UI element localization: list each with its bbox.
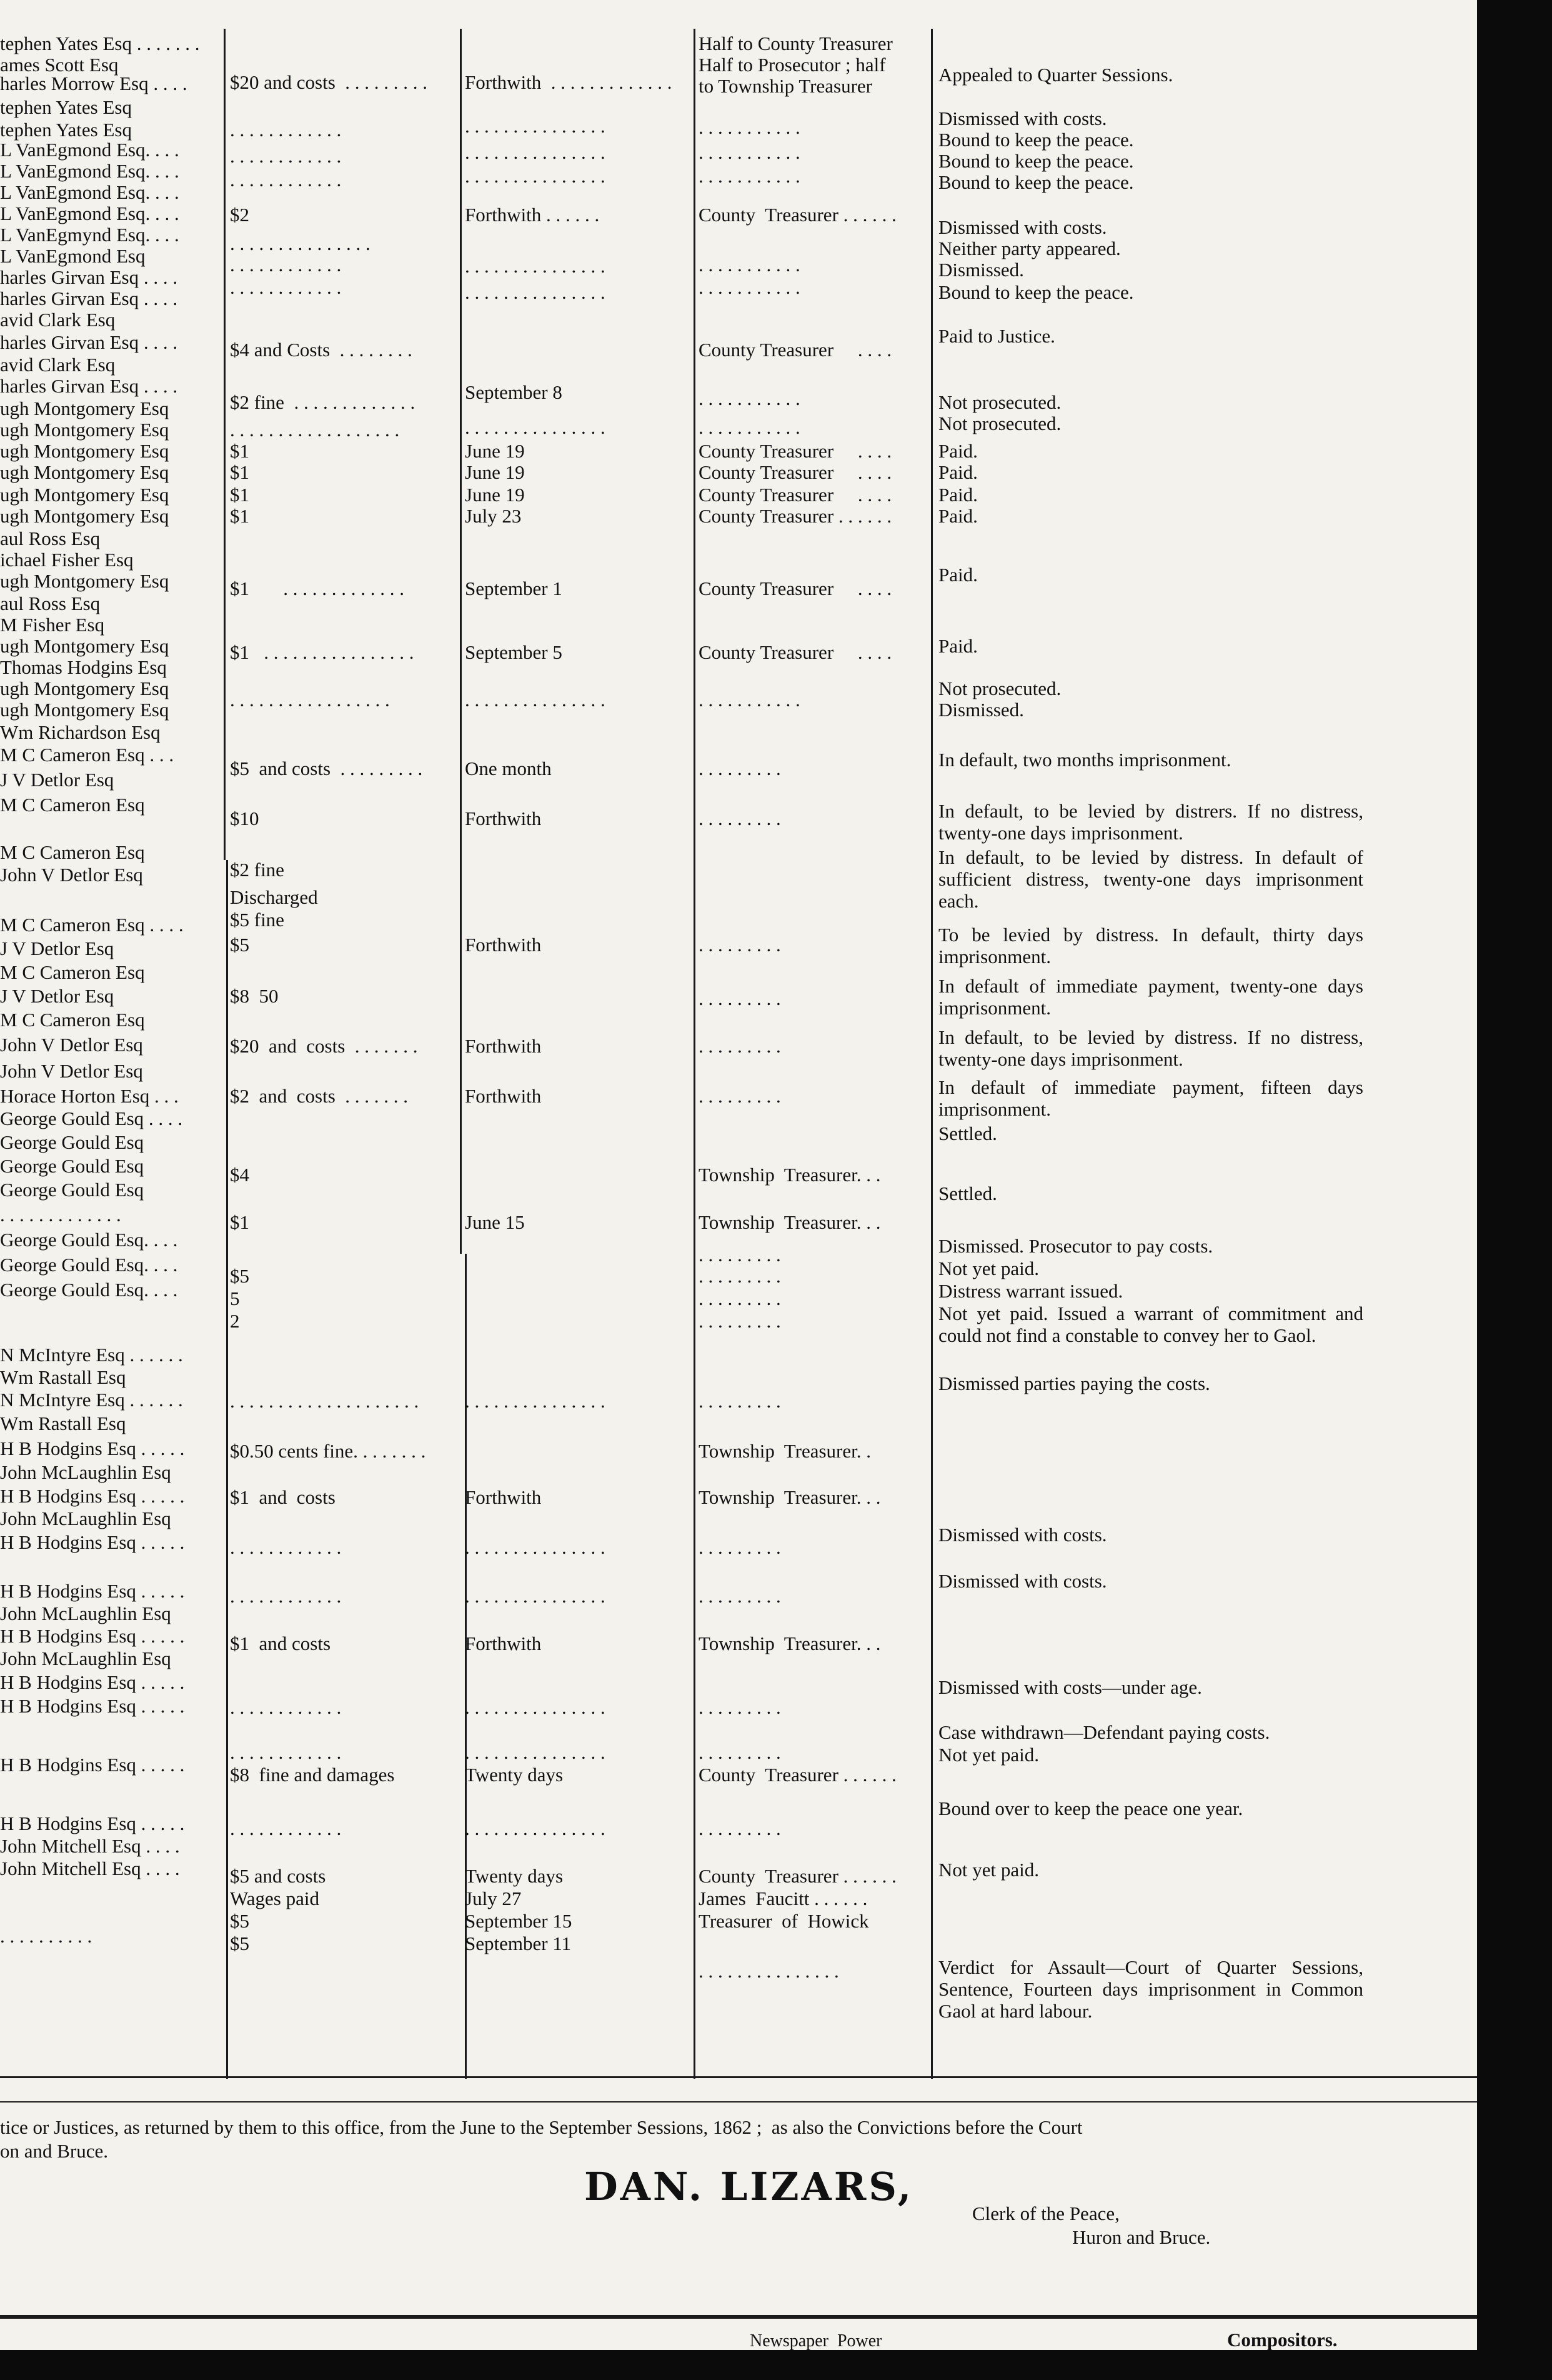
paid-to: . . . . . . . . . . . <box>699 388 800 409</box>
paid-to: . . . . . . . . . <box>699 1585 781 1607</box>
penalty-amount: $2 fine <box>230 859 284 881</box>
remark: Dismissed with costs. <box>938 108 1107 129</box>
penalty-amount: . . . . . . . . . . . . <box>230 1696 342 1718</box>
justice-name: J V Detlor Esq <box>0 985 114 1007</box>
remark: Dismissed with costs. <box>938 216 1107 238</box>
paid-to: Township Treasurer. . . <box>699 1632 881 1654</box>
justice-name: H B Hodgins Esq . . . . . <box>0 1580 185 1602</box>
remark: Dismissed with costs. <box>938 1524 1107 1546</box>
column-rule <box>694 29 695 2079</box>
payment-time: September 8 <box>465 381 562 403</box>
justice-name: M C Cameron Esq <box>0 961 145 983</box>
payment-time: . . . . . . . . . . . . . . . <box>465 1536 605 1558</box>
payment-time: Twenty days <box>465 1865 564 1887</box>
penalty-amount: $1 <box>230 505 249 527</box>
justice-name: tephen Yates Esq <box>0 119 132 141</box>
penalty-amount: . . . . . . . . . . . . <box>230 276 342 298</box>
remark: Appealed to Quarter Sessions. <box>938 64 1173 86</box>
justice-name: Wm Rastall Esq <box>0 1412 126 1434</box>
justice-name: John V Detlor Esq <box>0 1034 143 1056</box>
justice-name: . . . . . . . . . . . . . <box>0 1204 121 1226</box>
remark: In default, to be levied by distress. In default of sufficient distress, twenty-one days imprisonment each. <box>938 846 1363 912</box>
justice-name: L VanEgmond Esq. . . . <box>0 139 179 161</box>
justice-name: George Gould Esq. . . . <box>0 1279 178 1301</box>
remark: Not prosecuted. <box>938 391 1062 413</box>
remark: Settled. <box>938 1182 997 1204</box>
justice-name: harles Girvan Esq . . . . <box>0 375 178 397</box>
payment-time: . . . . . . . . . . . . . . . <box>465 1390 605 1412</box>
penalty-amount: $0.50 cents fine. . . . . . . . <box>230 1440 426 1462</box>
paid-to: . . . . . . . . . <box>699 1696 781 1718</box>
penalty-amount: $1 . . . . . . . . . . . . . <box>230 578 404 599</box>
bottom-right-text: Compositors. <box>1227 2329 1338 2350</box>
payment-time: . . . . . . . . . . . . . . . <box>465 165 605 187</box>
remark: In default, to be levied by distrers. If no distress, twenty-one days imprisonment. <box>938 800 1363 844</box>
paid-to: . . . . . . . . . . . <box>699 254 800 276</box>
justice-name: harles Morrow Esq . . . . <box>0 72 187 94</box>
remark: Paid. <box>938 564 978 586</box>
paid-to: . . . . . . . . . . . <box>699 416 800 438</box>
penalty-amount: Discharged <box>230 886 318 908</box>
remark: Settled. <box>938 1122 997 1144</box>
penalty-amount: $4 <box>230 1164 249 1186</box>
penalty-amount: $5 <box>230 1910 249 1932</box>
justice-name: . . . . . . . . . . <box>0 1925 92 1947</box>
penalty-amount: 5 <box>230 1288 240 1309</box>
remark: In default of immediate payment, twenty-one days imprisonment. <box>938 975 1363 1019</box>
payment-time: . . . . . . . . . . . . . . . <box>465 281 605 303</box>
bottom-rule <box>0 2315 1477 2319</box>
paid-to: Township Treasurer. . . <box>699 1486 881 1508</box>
justice-name: George Gould Esq. . . . <box>0 1254 178 1276</box>
paid-to: . . . . . . . . . <box>699 1288 781 1309</box>
remark: Bound to keep the peace. <box>938 129 1134 151</box>
remark: Dismissed with costs. <box>938 1570 1107 1592</box>
penalty-amount: . . . . . . . . . . . . <box>230 1741 342 1763</box>
justice-name: George Gould Esq <box>0 1179 144 1201</box>
payment-time: Forthwith <box>465 1035 542 1057</box>
justice-name: Wm Rastall Esq <box>0 1366 126 1388</box>
paid-to: James Faucitt . . . . . . <box>699 1888 868 1909</box>
remark: Bound to keep the peace. <box>938 171 1134 193</box>
paid-to: County Treasurer . . . . . . <box>699 505 892 527</box>
payment-time: September 5 <box>465 641 562 663</box>
payment-time: . . . . . . . . . . . . . . . <box>465 141 605 163</box>
justice-name: N McIntyre Esq . . . . . . <box>0 1344 183 1366</box>
justice-name: ichael Fisher Esq <box>0 549 134 571</box>
payment-time: . . . . . . . . . . . . . . . <box>465 1696 605 1718</box>
justice-name: John Mitchell Esq . . . . <box>0 1858 180 1879</box>
paid-to: Half to County Treasurer <box>699 32 893 54</box>
penalty-amount: . . . . . . . . . . . . <box>230 169 342 191</box>
justice-name: H B Hodgins Esq . . . . . <box>0 1671 185 1693</box>
payment-time: July 23 <box>465 505 522 527</box>
penalty-amount: $20 and costs . . . . . . . . . <box>230 71 428 93</box>
justice-name: ugh Montgomery Esq <box>0 678 169 699</box>
paid-to: . . . . . . . . . . . <box>699 689 800 711</box>
column-rule <box>931 29 933 2079</box>
signature-name: DAN. LIZARS, <box>584 2164 914 2209</box>
paid-to: . . . . . . . . . <box>699 808 781 829</box>
remark: Not yet paid. <box>938 1744 1039 1766</box>
column-rule <box>224 29 226 860</box>
payment-time: One month <box>465 758 552 779</box>
penalty-amount: $5 <box>230 934 249 956</box>
justice-name: harles Girvan Esq . . . . <box>0 288 178 309</box>
penalty-amount: $1 <box>230 461 249 483</box>
penalty-amount: $2 <box>230 204 249 226</box>
column-rule <box>460 29 462 1254</box>
remark: Not prosecuted. <box>938 412 1062 434</box>
penalty-amount: $2 fine . . . . . . . . . . . . . <box>230 391 415 413</box>
paid-to: . . . . . . . . . <box>699 934 781 956</box>
penalty-amount: . . . . . . . . . . . . <box>230 254 342 276</box>
payment-time: Forthwith <box>465 1486 542 1508</box>
justice-name: L VanEgmond Esq. . . . <box>0 202 179 224</box>
remark: Case withdrawn—Defendant paying costs. <box>938 1721 1270 1743</box>
justice-name: H B Hodgins Esq . . . . . <box>0 1485 185 1507</box>
justice-name: ames Scott Esq <box>0 54 119 76</box>
paid-to: County Treasurer . . . . <box>699 641 892 663</box>
paid-to: County Treasurer . . . . <box>699 461 892 483</box>
justice-name: ugh Montgomery Esq <box>0 635 169 657</box>
scan-border-bottom <box>0 2350 1552 2380</box>
payment-time: . . . . . . . . . . . . . . . <box>465 416 605 438</box>
remark: Paid. <box>938 484 978 506</box>
paid-to: . . . . . . . . . . . <box>699 116 800 138</box>
payment-time: . . . . . . . . . . . . . . . <box>465 115 605 137</box>
paid-to: County Treasurer . . . . <box>699 578 892 599</box>
paid-to: . . . . . . . . . <box>699 1741 781 1763</box>
penalty-amount: $5 <box>230 1932 249 1954</box>
penalty-amount: $20 and costs . . . . . . . <box>230 1035 418 1057</box>
remark: In default, to be levied by distress. If no distress, twenty-one days imprisonment. <box>938 1026 1363 1070</box>
footer-note-line2: on and Bruce. <box>0 2140 109 2162</box>
payment-time: Forthwith <box>465 1632 542 1654</box>
remark: Not yet paid. Issued a warrant of commitment and could not find a constable to convey her to Gaol. <box>938 1302 1363 1346</box>
paid-to: . . . . . . . . . . . <box>699 165 800 187</box>
penalty-amount: . . . . . . . . . . . . <box>230 1818 342 1839</box>
justice-name: H B Hodgins Esq . . . . . <box>0 1438 185 1459</box>
paid-to: County Treasurer . . . . <box>699 440 892 462</box>
footer-note-line1: tice or Justices, as returned by them to this office, from the June to the September Sessions, 1862 ; as also the Convictions before the Court <box>0 2116 1083 2138</box>
remark: Paid. <box>938 461 978 483</box>
justice-name: ugh Montgomery Esq <box>0 699 169 721</box>
justice-name: H B Hodgins Esq . . . . . <box>0 1695 185 1717</box>
paid-to: . . . . . . . . . . . <box>699 276 800 298</box>
justice-name: harles Girvan Esq . . . . <box>0 331 178 353</box>
paid-to: Township Treasurer. . . <box>699 1211 881 1233</box>
payment-time: June 19 <box>465 484 525 506</box>
penalty-amount: $5 and costs <box>230 1865 326 1887</box>
justice-name: aul Ross Esq <box>0 528 101 549</box>
penalty-amount: $8 50 <box>230 985 279 1007</box>
paid-to: . . . . . . . . . <box>699 1265 781 1287</box>
remark: Not prosecuted. <box>938 678 1062 699</box>
justice-name: John V Detlor Esq <box>0 1060 143 1082</box>
table-bottom-rule <box>0 2076 1477 2078</box>
column-rule <box>226 860 228 2079</box>
paid-to: County Treasurer . . . . . . <box>699 204 897 226</box>
paid-to: . . . . . . . . . <box>699 758 781 779</box>
justice-name: L VanEgmond Esq <box>0 245 146 267</box>
justice-name: ugh Montgomery Esq <box>0 440 169 462</box>
penalty-amount: $1 <box>230 1211 249 1233</box>
penalty-amount: $1 <box>230 484 249 506</box>
penalty-amount: . . . . . . . . . . . . . . . . . <box>230 689 390 711</box>
justice-name: aul Ross Esq <box>0 592 101 614</box>
payment-time: . . . . . . . . . . . . . . . <box>465 1818 605 1839</box>
justice-name: M C Cameron Esq . . . <box>0 744 174 766</box>
justice-name: John Mitchell Esq . . . . <box>0 1835 180 1857</box>
justice-name: John McLaughlin Esq <box>0 1461 171 1483</box>
bottom-left-text: Newspaper Power <box>750 2331 882 2350</box>
paid-to: . . . . . . . . . <box>699 1085 781 1107</box>
payment-time: September 11 <box>465 1932 572 1954</box>
remark: Paid. <box>938 505 978 527</box>
paid-to: . . . . . . . . . <box>699 1818 781 1839</box>
justice-name: tephen Yates Esq . . . . . . . <box>0 32 200 54</box>
penalty-amount: $5 fine <box>230 909 284 931</box>
paid-to: County Treasurer . . . . . . <box>699 1764 897 1786</box>
paid-to: County Treasurer . . . . <box>699 484 892 506</box>
paid-to: Half to Prosecutor ; half <box>699 54 886 76</box>
paid-to: County Treasurer . . . . . . <box>699 1865 897 1887</box>
footer-rule <box>0 2101 1477 2102</box>
paid-to: . . . . . . . . . <box>699 1390 781 1412</box>
remark: Bound to keep the peace. <box>938 281 1134 303</box>
paid-to: County Treasurer . . . . <box>699 339 892 361</box>
payment-time: June 15 <box>465 1211 525 1233</box>
justice-name: H B Hodgins Esq . . . . . <box>0 1812 185 1834</box>
penalty-amount: . . . . . . . . . . . . <box>230 1585 342 1607</box>
penalty-amount: . . . . . . . . . . . . <box>230 119 342 141</box>
remark: Neither party appeared. <box>938 238 1121 259</box>
remark: Paid to Justice. <box>938 325 1055 347</box>
justice-name: ugh Montgomery Esq <box>0 398 169 419</box>
penalty-amount: 2 <box>230 1310 240 1332</box>
payment-time: September 1 <box>465 578 562 599</box>
justice-name: H B Hodgins Esq . . . . . <box>0 1754 185 1776</box>
county-name: Huron and Bruce. <box>1072 2226 1211 2248</box>
remark: Dismissed parties paying the costs. <box>938 1372 1210 1394</box>
justice-name: ugh Montgomery Esq <box>0 484 169 506</box>
paid-to: Township Treasurer. . . <box>699 1164 881 1186</box>
penalty-amount: $5 <box>230 1265 249 1287</box>
justice-name: George Gould Esq. . . . <box>0 1229 178 1251</box>
justice-name: Horace Horton Esq . . . <box>0 1085 179 1107</box>
payment-time: June 19 <box>465 440 525 462</box>
penalty-amount: Wages paid <box>230 1888 319 1909</box>
remark: In default of immediate payment, fifteen days imprisonment. <box>938 1076 1363 1120</box>
justice-name: M C Cameron Esq <box>0 1009 145 1031</box>
justice-name: avid Clark Esq <box>0 354 116 376</box>
justice-name: N McIntyre Esq . . . . . . <box>0 1389 183 1411</box>
paid-to: . . . . . . . . . . . . . . . <box>699 1960 839 1982</box>
remark: Distress warrant issued. <box>938 1280 1123 1302</box>
penalty-amount: . . . . . . . . . . . . . . . . . . <box>230 419 400 441</box>
payment-time: Twenty days <box>465 1764 564 1786</box>
paid-to: Township Treasurer. . <box>699 1440 871 1462</box>
justice-name: Thomas Hodgins Esq <box>0 656 167 678</box>
justice-name: J V Detlor Esq <box>0 769 114 791</box>
payment-time: Forthwith <box>465 1085 542 1107</box>
justice-name: H B Hodgins Esq . . . . . <box>0 1625 185 1647</box>
penalty-amount: . . . . . . . . . . . . . . . . . . . . <box>230 1390 419 1412</box>
remark: Bound to keep the peace. <box>938 150 1134 172</box>
remark: Dismissed. Prosecutor to pay costs. <box>938 1235 1213 1257</box>
column-rule <box>465 1254 467 2079</box>
justice-name: M C Cameron Esq <box>0 794 145 816</box>
clerk-title: Clerk of the Peace, <box>972 2202 1120 2224</box>
justice-name: M C Cameron Esq . . . . <box>0 914 184 936</box>
justice-name: J V Detlor Esq <box>0 938 114 959</box>
remark: Dismissed with costs—under age. <box>938 1676 1202 1698</box>
payment-time: July 27 <box>465 1888 522 1909</box>
justice-name: John McLaughlin Esq <box>0 1648 171 1669</box>
justice-name: George Gould Esq <box>0 1155 144 1177</box>
remark: Not yet paid. <box>938 1859 1039 1881</box>
paid-to: . . . . . . . . . <box>699 1536 781 1558</box>
penalty-amount: . . . . . . . . . . . . <box>230 1536 342 1558</box>
penalty-amount: $1 <box>230 440 249 462</box>
penalty-amount: $1 and costs <box>230 1632 331 1654</box>
paid-to: . . . . . . . . . <box>699 1310 781 1332</box>
penalty-amount: $8 fine and damages <box>230 1764 395 1786</box>
penalty-amount: $1 and costs <box>230 1486 336 1508</box>
justice-name: John McLaughlin Esq <box>0 1508 171 1529</box>
justice-name: L VanEgmond Esq. . . . <box>0 181 179 203</box>
paid-to: to Township Treasurer <box>699 75 872 97</box>
paid-to: . . . . . . . . . . . <box>699 141 800 163</box>
justice-name: John McLaughlin Esq <box>0 1602 171 1624</box>
paid-to: . . . . . . . . . <box>699 988 781 1009</box>
penalty-amount: $2 and costs . . . . . . . <box>230 1085 409 1107</box>
remark: Verdict for Assault—Court of Quarter Sessions, Sentence, Fourteen days imprisonment in Common Gaol at hard labour. <box>938 1956 1363 2022</box>
penalty-amount: $5 and costs . . . . . . . . . <box>230 758 423 779</box>
remark: Dismissed. <box>938 699 1024 721</box>
penalty-amount: $4 and Costs . . . . . . . . <box>230 339 412 361</box>
paid-to: . . . . . . . . . <box>699 1035 781 1057</box>
remark: Bound over to keep the peace one year. <box>938 1798 1243 1819</box>
justice-name: L VanEgmynd Esq. . . . <box>0 224 179 246</box>
penalty-amount: $10 <box>230 808 259 829</box>
justice-name: ugh Montgomery Esq <box>0 570 169 592</box>
paid-to: . . . . . . . . . <box>699 1244 781 1266</box>
paid-to: Treasurer of Howick <box>699 1910 869 1932</box>
justice-name: ugh Montgomery Esq <box>0 419 169 441</box>
remark: Paid. <box>938 440 978 462</box>
payment-time: . . . . . . . . . . . . . . . <box>465 689 605 711</box>
justice-name: George Gould Esq . . . . <box>0 1108 183 1129</box>
justice-name: ugh Montgomery Esq <box>0 461 169 483</box>
penalty-amount: . . . . . . . . . . . . <box>230 145 342 167</box>
remark: Paid. <box>938 635 978 657</box>
payment-time: Forthwith . . . . . . <box>465 204 600 226</box>
payment-time: . . . . . . . . . . . . . . . <box>465 1585 605 1607</box>
justice-name: L VanEgmond Esq. . . . <box>0 160 179 182</box>
payment-time: Forthwith . . . . . . . . . . . . . <box>465 71 672 93</box>
justice-name: M C Cameron Esq <box>0 841 145 863</box>
payment-time: . . . . . . . . . . . . . . . <box>465 1741 605 1763</box>
payment-time: Forthwith <box>465 808 542 829</box>
justice-name: H B Hodgins Esq . . . . . <box>0 1531 185 1553</box>
justice-name: M Fisher Esq <box>0 614 105 636</box>
payment-time: Forthwith <box>465 934 542 956</box>
justice-name: tephen Yates Esq <box>0 96 132 118</box>
payment-time: September 15 <box>465 1910 572 1932</box>
justice-name: avid Clark Esq <box>0 309 116 331</box>
payment-time: June 19 <box>465 461 525 483</box>
remark: To be levied by distress. In default, thirty days imprisonment. <box>938 924 1363 968</box>
remark: In default, two months imprisonment. <box>938 749 1231 771</box>
scan-border-right <box>1477 0 1552 2380</box>
remark: Not yet paid. <box>938 1258 1039 1279</box>
justice-name: ugh Montgomery Esq <box>0 505 169 527</box>
justice-name: John V Detlor Esq <box>0 864 143 886</box>
payment-time: . . . . . . . . . . . . . . . <box>465 255 605 277</box>
penalty-amount: $1 . . . . . . . . . . . . . . . . <box>230 641 414 663</box>
justice-name: harles Girvan Esq . . . . <box>0 266 178 288</box>
penalty-amount: . . . . . . . . . . . . . . . <box>230 232 371 254</box>
remark: Dismissed. <box>938 259 1024 281</box>
justice-name: George Gould Esq <box>0 1131 144 1153</box>
justice-name: Wm Richardson Esq <box>0 721 161 743</box>
